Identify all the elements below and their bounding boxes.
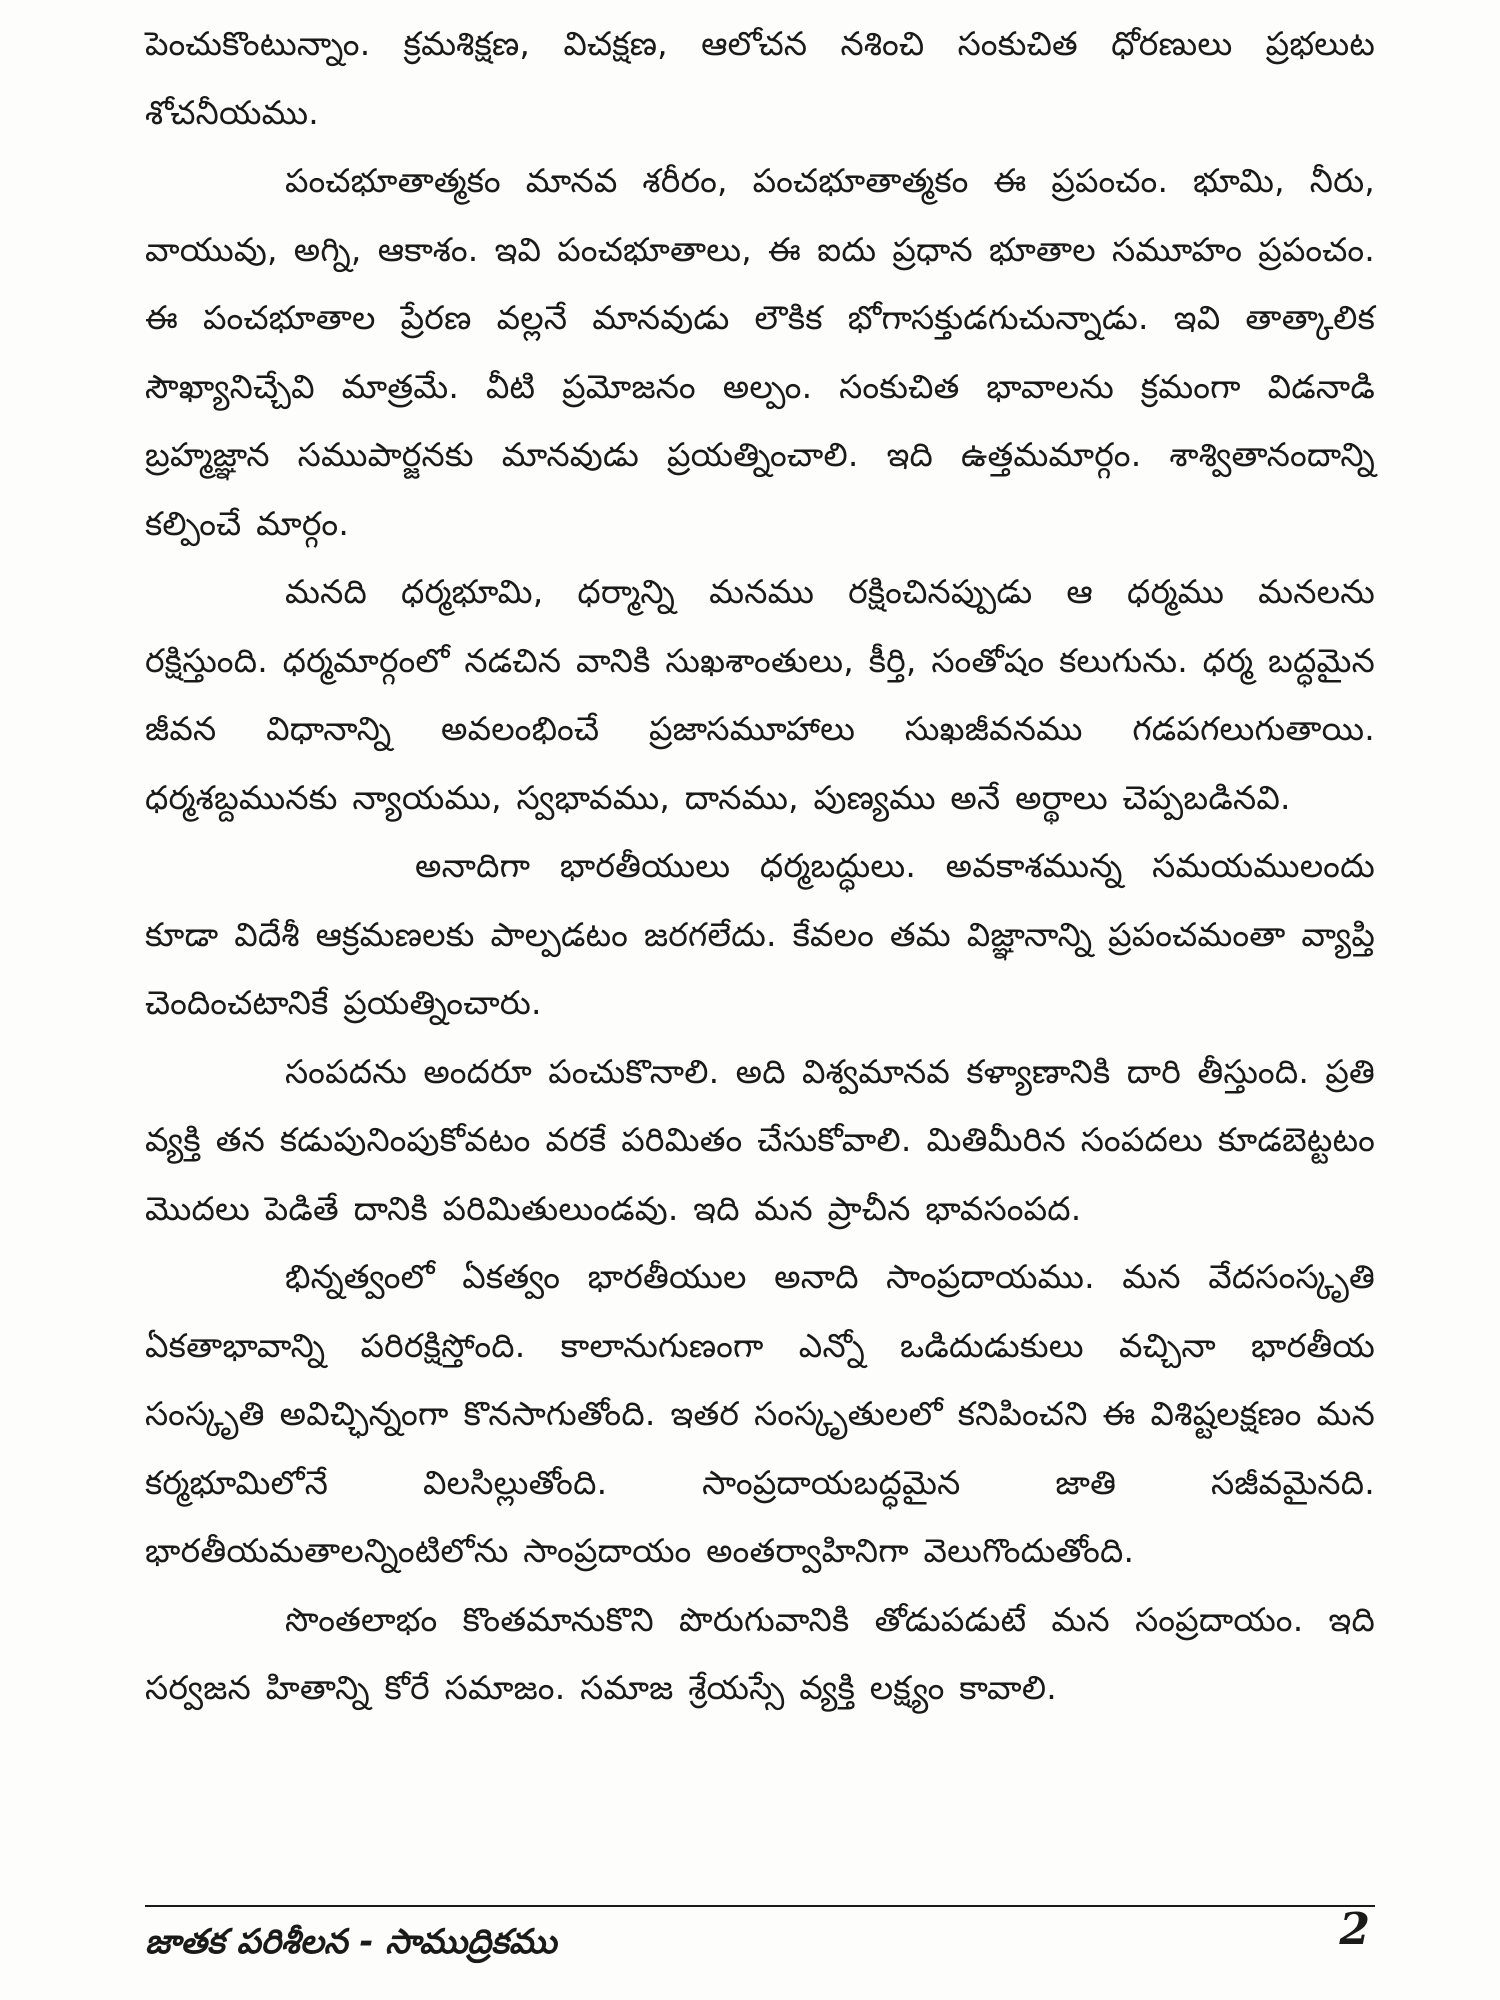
paragraph-panchabhutas: పంచభూతాత్మకం మానవ శరీరం, పంచభూతాత్మకం ఈ ప్రపంచం. భూమి, నీరు, వాయువు, అగ్ని, ఆకాశం. ఇవి పంచభూతాలు, ఈ ఐదు ప్రధాన భూతాల సమూహం ప్రపంచం. ఈ పంచభూతాల ప్రేరణ వల్లనే మానవుడు లౌకిక భోగాసక్తుడగుచున్నాడు. ఇవి తాత్కాలిక సౌఖ్యానిచ్చేవి మాత్రమే. వీటి ప్రమోజనం అల్పం. సంకుచిత భావాలను క్రమంగా విడనాడి బ్రహ్మజ్ఞాన సముపార్జనకు మానవుడు ప్రయత్నించాలి. ఇది ఉత్తమమార్గం. శాశ్వితానందాన్ని కల్పించే మార్గం. <box>145 161 1375 543</box>
paragraph-continuation: పెంచుకొంటున్నాం. క్రమశిక్షణ, విచక్షణ, ఆలోచన నశించి సంకుచిత ధోరణులు ప్రభలుట శోచనీయము. <box>145 24 1375 132</box>
paragraph-dharma-bhumi: మనది ధర్మభూమి, ధర్మాన్ని మనము రక్షించినప్పుడు ఆ ధర్మము మనలను రక్షిస్తుంది. ధర్మమార్గంలో నడచిన వానికి సుఖశాంతులు, కీర్తి, సంతోషం కలుగును. ధర్మ బద్ధమైన జీవన విధానాన్ని అవలంభించే ప్రజాసమూహాలు సుఖజీవనము గడపగలుగుతాయి. ధర్మశబ్దమునకు న్యాయము, స్వభావము, దానము, పుణ్యము అనే అర్థాలు చెప్పబడినవి. <box>145 572 1375 817</box>
paragraph-ekatvam: భిన్నత్వంలో ఏకత్వం భారతీయుల అనాది సాంప్రదాయము. మన వేదసంస్కృతి ఏకతాభావాన్ని పరిరక్షిస్తోంది. కాలానుగుణంగా ఎన్నో ఒడిదుడుకులు వచ్చినా భారతీయ సంస్కృతి అవిచ్ఛిన్నంగా కొనసాగుతోంది. ఇతర సంస్కృతులలో కనిపించని ఈ విశిష్టలక్షణం మన కర్మభూమిలోనే విలసిల్లుతోంది. సాంప్రదాయబద్ధమైన జాతి సజీవమైనది. భారతీయమతాలన్నింటిలోను సాంప్రదాయం అంతర్వాహినిగా వెలుగొందుతోంది. <box>145 1257 1375 1570</box>
page-number: 2 <box>1339 1904 1370 1955</box>
footer-divider <box>145 1905 1375 1907</box>
footer-book-title: జాతక పరిశీలన - సాముద్రికము <box>145 1922 557 1962</box>
paragraph-sampada: సంపదను అందరూ పంచుకొనాలి. అది విశ్వమానవ కళ్యాణానికి దారి తీస్తుంది. ప్రతి వ్యక్తి తన కడుపునింపుకోవటం వరకే పరిమితం చేసుకోవాలి. మితిమీరిన సంపదలు కూడబెట్టటం మొదలు పెడితే దానికి పరిమితులుండవు. ఇది మన ప్రాచీన భావసంపద. <box>145 1051 1375 1228</box>
document-body <box>145 10 1375 1723</box>
paragraph-sampradayam: సొంతలాభం కొంతమానుకొని పొరుగువానికి తోడుపడుటే మన సంప్రదాయం. ఇది సర్వజన హితాన్ని కోరే సమాజం. సమాజ శ్రేయస్సే వ్యక్తి లక్ష్యం కావాలి. <box>145 1599 1375 1707</box>
paragraph-anadiga: అనాదిగా భారతీయులు ధర్మబద్ధులు. అవకాశమున్న సమయములందు కూడా విదేశీ ఆక్రమణలకు పాల్పడటం జరగలేదు. కేవలం తమ విజ్ఞానాన్ని ప్రపంచమంతా వ్యాప్తి చెందించటానికే ప్రయత్నించారు. <box>145 846 1375 1022</box>
